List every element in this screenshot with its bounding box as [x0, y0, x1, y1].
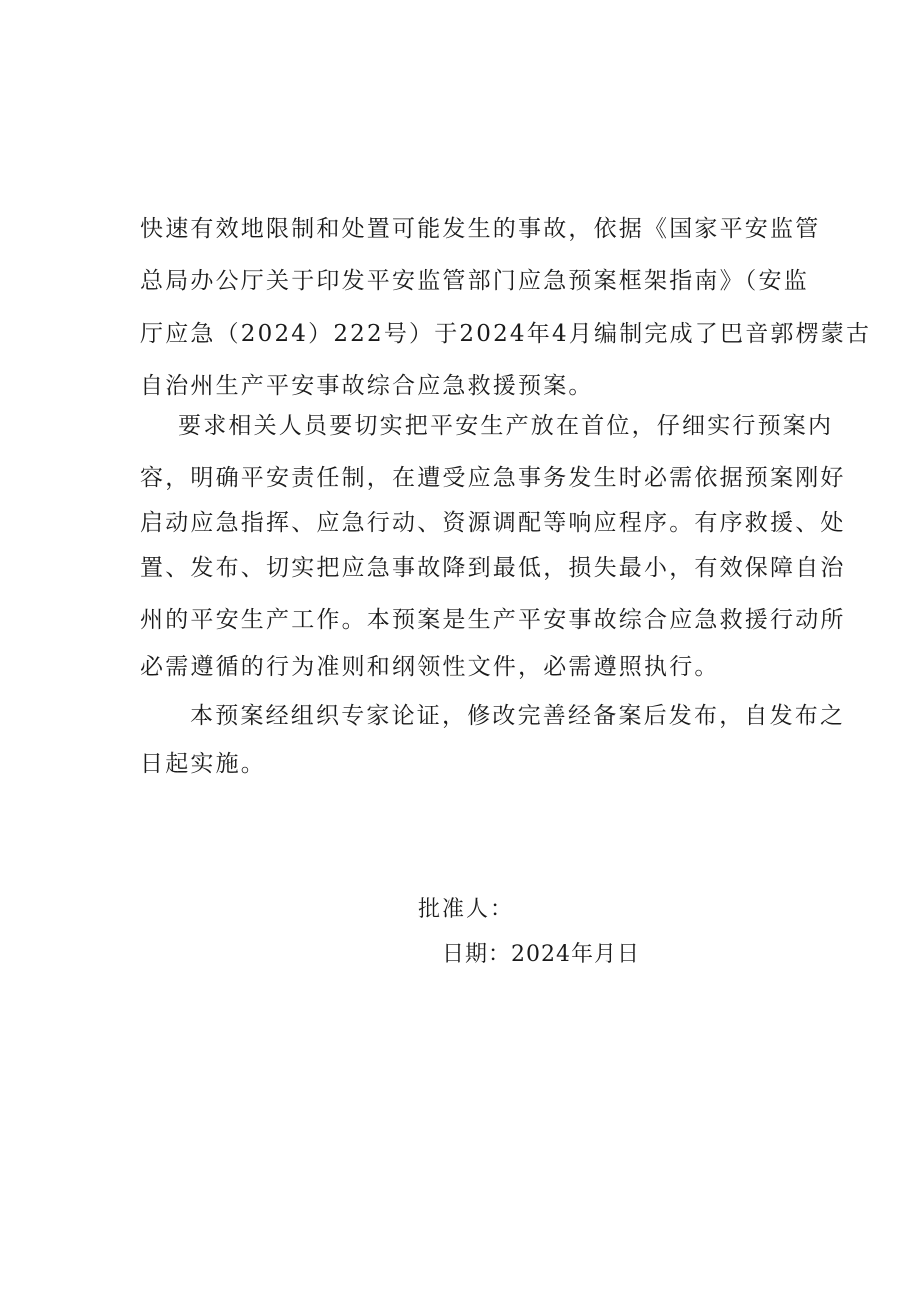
paragraph-line: 容，明确平安责任制，在遭受应急事务发生时必需依据预案刚好: [140, 465, 846, 491]
date-label: 日期：2024年月日: [442, 942, 640, 967]
paragraph-line: 日起实施。: [140, 751, 266, 777]
paragraph-line: 厅应急（2024）222号）于2024年4月编制完成了巴音郭楞蒙古: [140, 321, 872, 347]
paragraph-line: 启动应急指挥、应急行动、资源调配等响应程序。有序救援、处: [140, 510, 846, 536]
paragraph-line: 总局办公厅关于印发平安监管部门应急预案框架指南》（安监: [140, 268, 809, 294]
paragraph-line: 州的平安生产工作。本预案是生产平安事故综合应急救援行动所: [140, 607, 846, 633]
paragraph-line: 置、发布、切实把应急事故降到最低，损失最小，有效保障自治: [140, 555, 846, 581]
paragraph-line: 本预案经组织专家论证，修改完善经备案后发布，自发布之: [190, 703, 846, 729]
paragraph-line: 自治州生产平安事故综合应急救援预案。: [140, 373, 594, 399]
paragraph-line: 快速有效地限制和处置可能发生的事故，依据《国家平安监管: [140, 216, 821, 242]
paragraph-line: 必需遵循的行为准则和纲领性文件，必需遵照执行。: [140, 654, 720, 680]
paragraph-line: 要求相关人员要切实把平安生产放在首位，仔细实行预案内: [178, 413, 834, 439]
approver-label: 批准人：: [418, 897, 515, 922]
